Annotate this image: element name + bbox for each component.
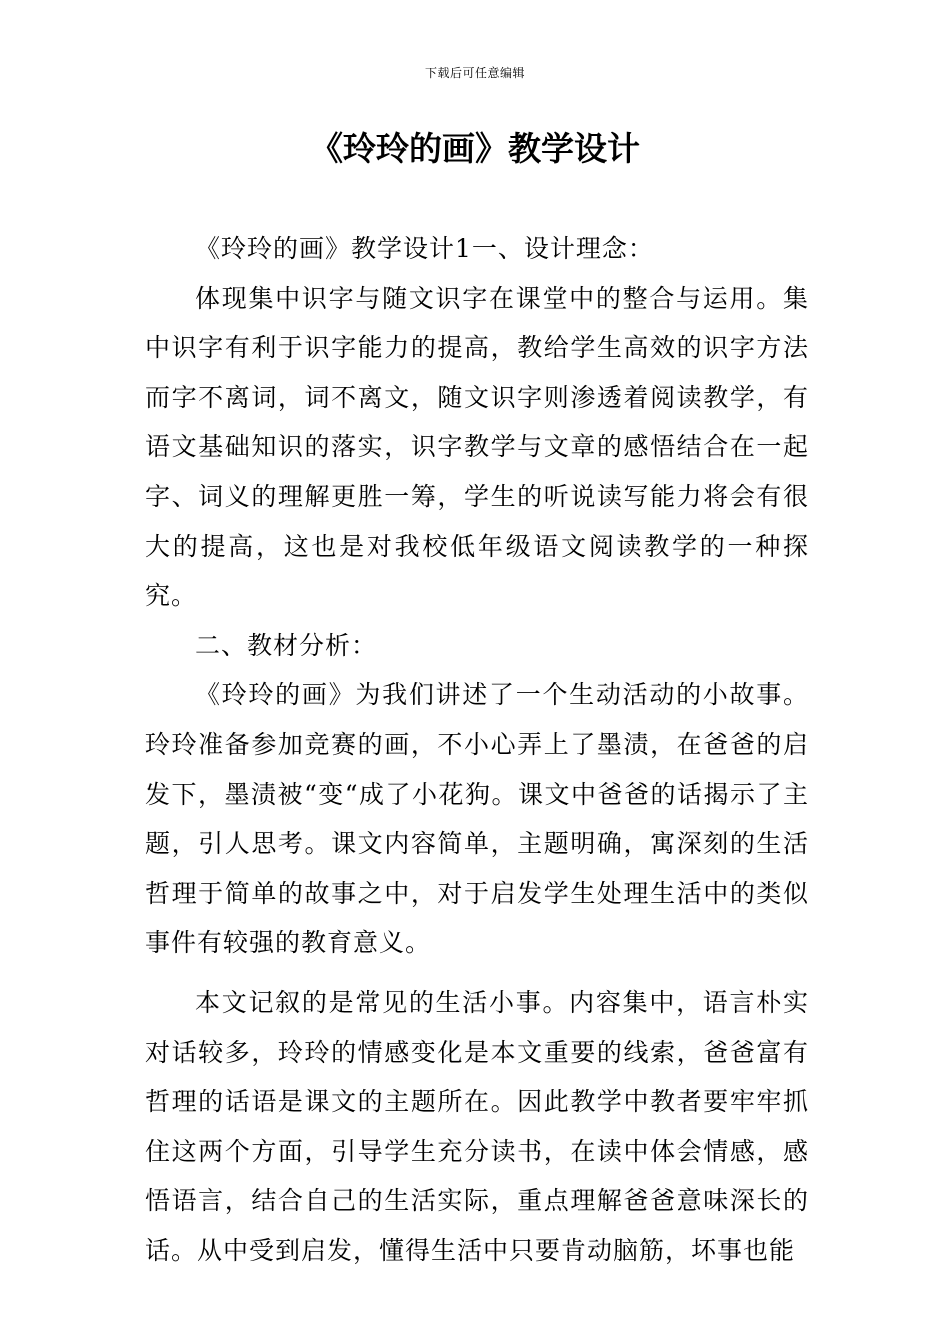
paragraph-section-heading: 二、教材分析： xyxy=(195,630,378,660)
paragraph-design-title: 《玲玲的画》教学设计1一、设计理念： xyxy=(195,234,654,263)
paragraph-design-concept: 体现集中识字与随文识字在课堂中的整合与运用。集中识字有利于识字能力的提高，教给学生高效的识字方法而字不离词，词不离文，随文识字则渗透着阅读教学，有语文基础知识的落实，识字教学与文章的感悟结合在一起字、词义的理解更胜一筹，学生的听说读写能力将会有很大的提高，这也是对我校低年级语文阅读教学的一种探究。 xyxy=(145,283,809,611)
header-note: 下载后可任意编辑 xyxy=(424,66,525,80)
paragraph-teaching-focus: 本文记叙的是常见的生活小事。内容集中，语言朴实对话较多，玲玲的情感变化是本文重要的线索，爸爸富有哲理的话语是课文的主题所在。因此教学中教者要牢牢抓住这两个方面，引导学生充分读书，在读中体会情感，感悟语言，结合自己的生活实际，重点理解爸爸意味深长的话。从中受到启发，懂得生活中只要肯动脑筋，坏事也能 xyxy=(145,987,809,1265)
document-body xyxy=(145,224,809,1275)
paragraph-material-analysis: 《玲玲的画》为我们讲述了一个生动活动的小故事。玲玲准备参加竞赛的画，不小心弄上了墨渍，在爸爸的启发下，墨渍被“变“成了小花狗。课文中爸爸的话揭示了主题，引人思考。课文内容简单，主题明确，寓深刻的生活哲理于简单的故事之中，对于启发学生处理生活中的类似事件有较强的教育意义。 xyxy=(145,680,809,958)
document-title: 《玲玲的画》教学设计 xyxy=(310,129,640,168)
